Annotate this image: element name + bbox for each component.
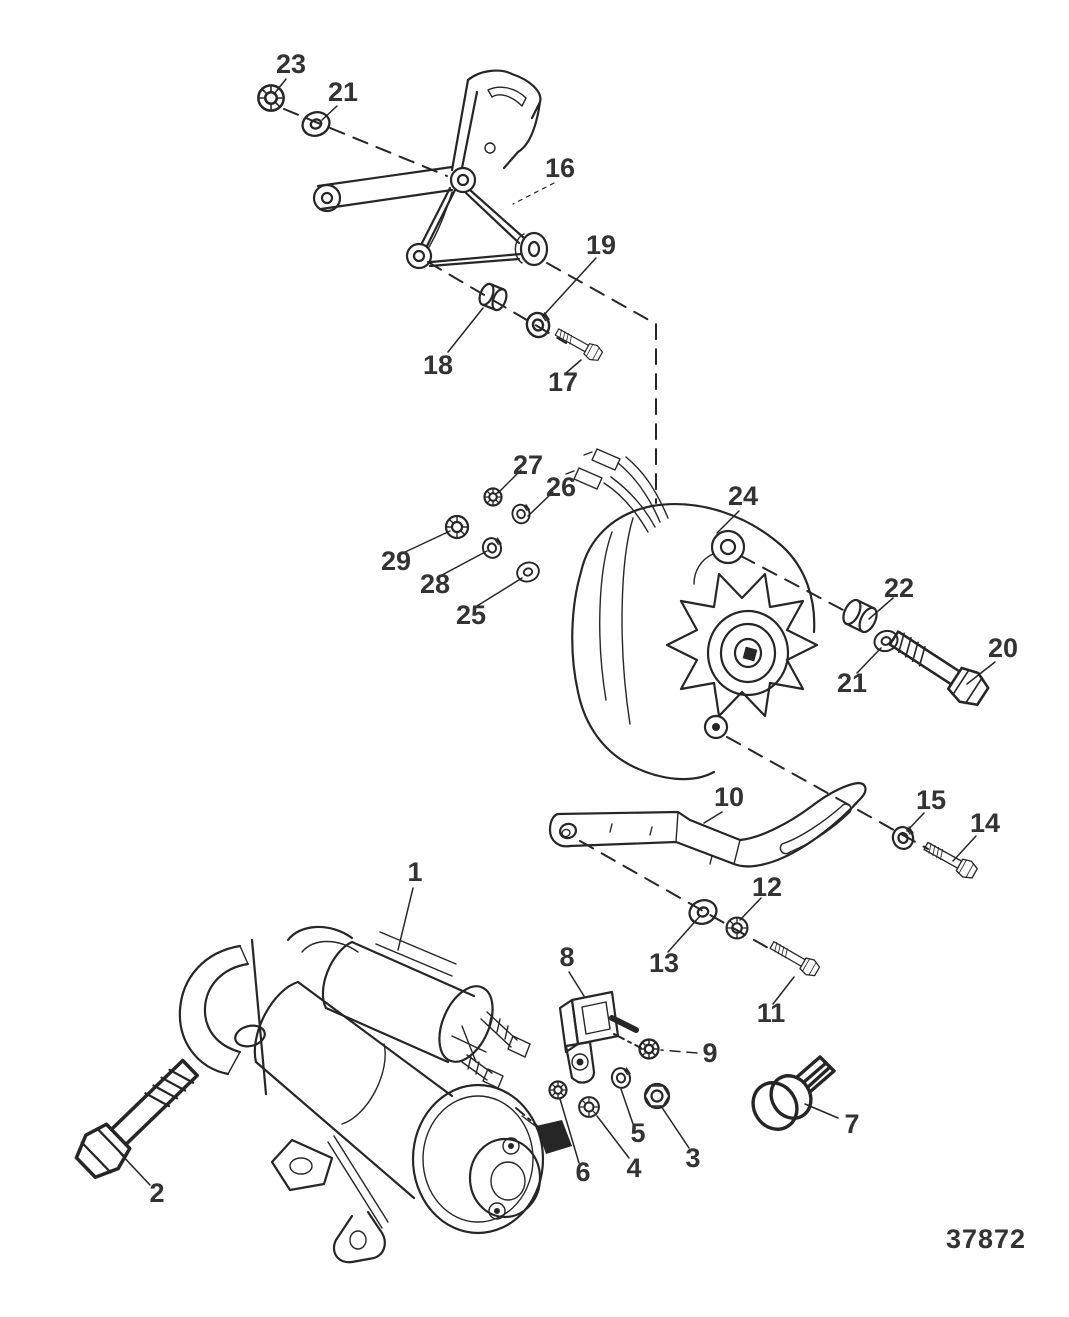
lock-washer-15-drawing	[890, 824, 916, 851]
lock-nut-23-drawing	[258, 85, 283, 110]
callout-17: 17	[547, 367, 579, 397]
callout-21-top: 21	[327, 77, 359, 107]
bolt-11-drawing	[768, 938, 822, 979]
callout-11: 11	[756, 998, 786, 1028]
tooth-washer-27-drawing	[484, 488, 501, 505]
lock-washer-28-drawing	[480, 536, 503, 560]
flat-washer-21-top-drawing	[299, 108, 333, 139]
axis-bracket-to-bolt17	[428, 262, 566, 343]
leader-3	[661, 1106, 689, 1148]
leader-4	[597, 1116, 629, 1158]
lock-washer-26-drawing	[510, 502, 532, 525]
callout-3: 3	[685, 1143, 701, 1173]
flat-washer-13-drawing	[686, 896, 720, 927]
leader-14	[953, 836, 976, 861]
bolt-2-drawing	[70, 1051, 206, 1184]
starter-body	[298, 982, 452, 1096]
bolt-17-drawing	[553, 325, 604, 363]
callout-27: 27	[512, 450, 544, 480]
shoulder-bolt-7-drawing	[744, 1057, 834, 1137]
leader-16	[513, 183, 554, 204]
callout-20: 20	[987, 633, 1019, 663]
flat-washer-21-right-drawing	[872, 628, 901, 655]
starter-mount-foot	[272, 1140, 332, 1190]
lock-nut-9-drawing	[640, 1040, 659, 1059]
leader-10	[704, 812, 722, 823]
wire-terminal	[574, 468, 602, 489]
callout-4: 4	[626, 1153, 642, 1183]
callout-12: 12	[751, 872, 783, 902]
hex-nut-3-drawing	[645, 1084, 669, 1108]
flange-nut-4-drawing	[579, 1097, 599, 1117]
bolt-20-drawing	[884, 624, 992, 711]
callout-23: 23	[275, 49, 307, 79]
lock-washer-5-drawing	[609, 1066, 632, 1090]
callout-22: 22	[883, 573, 915, 603]
leader-9	[661, 1050, 697, 1053]
callout-28: 28	[419, 569, 451, 599]
callout-18: 18	[422, 350, 454, 380]
leader-18	[448, 308, 483, 352]
assembly-axis-lines	[284, 109, 928, 1130]
alternator-upper-ear	[712, 531, 744, 563]
callout-6: 6	[575, 1157, 591, 1187]
callout-9: 9	[702, 1038, 718, 1068]
callout-7: 7	[844, 1109, 860, 1139]
callout-25: 25	[455, 600, 487, 630]
axis-alternator-to-bolt14	[727, 737, 928, 849]
drawing-number: 37872	[945, 1224, 1027, 1254]
axis-nut-to-bracket	[284, 109, 447, 176]
lock-washer-19-drawing	[524, 310, 552, 340]
callout-10: 10	[713, 782, 745, 812]
tooth-washer-6-drawing	[549, 1081, 566, 1098]
callout-19: 19	[585, 230, 617, 260]
brace-slot	[780, 804, 851, 854]
starter-solenoid	[352, 942, 474, 996]
callout-5: 5	[630, 1118, 646, 1148]
callout-14: 14	[969, 808, 1001, 838]
callout-26: 26	[545, 472, 577, 502]
bolt-14-drawing	[921, 838, 979, 881]
callout-1: 1	[407, 857, 423, 887]
callout-13: 13	[648, 948, 680, 978]
callout-29: 29	[380, 546, 412, 576]
leader-8	[569, 972, 584, 996]
solenoid-terminal-stud	[481, 1012, 517, 1047]
callout-8: 8	[559, 942, 575, 972]
callout-labels	[149, 49, 1018, 1208]
flange-nut-12-drawing	[727, 918, 748, 939]
callout-21-right: 21	[836, 668, 868, 698]
starter-rear-loop	[180, 946, 240, 1074]
alternator-drawing	[566, 449, 817, 779]
callout-2: 2	[149, 1178, 165, 1208]
starter-motor-drawing	[180, 927, 575, 1262]
leader-19	[543, 258, 596, 316]
callout-16: 16	[544, 153, 576, 183]
wire-terminal	[592, 449, 620, 470]
callout-24: 24	[727, 481, 759, 511]
alternator-brace-drawing	[550, 783, 865, 866]
flange-nut-29-drawing	[446, 516, 468, 538]
spacer-22-drawing	[840, 597, 880, 634]
callout-15: 15	[915, 785, 947, 815]
